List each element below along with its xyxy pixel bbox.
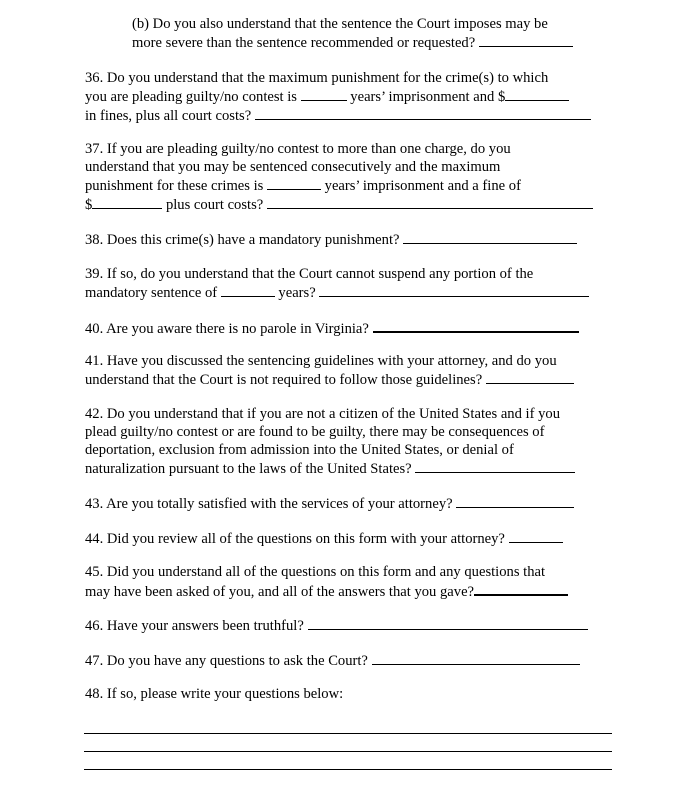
question-text: 48. If so, please write your questions below: xyxy=(85,686,344,702)
answer-blank[interactable] xyxy=(415,459,575,473)
question-text: 41. Have you discussed the sentencing guidelines with your attorney, and do you xyxy=(85,353,557,369)
question-46 xyxy=(85,616,615,635)
answer-blank[interactable] xyxy=(456,494,574,508)
question-text: $ xyxy=(85,197,93,213)
question-41 xyxy=(85,352,615,389)
years-blank[interactable] xyxy=(267,176,321,190)
question-text: 45. Did you understand all of the questions on this form and any questions that xyxy=(85,564,546,580)
question-36 xyxy=(85,69,615,125)
question-text: you are pleading guilty/no contest is xyxy=(85,89,297,105)
question-text: 37. If you are pleading guilty/no contest to more than one charge, do you xyxy=(85,141,511,157)
question-text: understand that you may be sentenced consecutively and the maximum xyxy=(85,159,501,175)
years-blank[interactable] xyxy=(221,283,275,297)
question-text: 43. Are you totally satisfied with the services of your attorney? xyxy=(85,496,453,512)
answer-blank[interactable] xyxy=(319,283,589,297)
question-42 xyxy=(85,405,615,478)
fine-blank[interactable] xyxy=(92,195,162,209)
question-45 xyxy=(85,563,615,601)
question-text: 42. Do you understand that if you are not a citizen of the United States and if you xyxy=(85,406,560,422)
question-text: years’ imprisonment and $ xyxy=(350,89,506,105)
question-text: in fines, plus all court costs? xyxy=(85,108,252,124)
answer-blank[interactable] xyxy=(267,195,593,209)
question-48 xyxy=(85,685,615,703)
fine-blank[interactable] xyxy=(505,87,569,101)
write-in-line[interactable] xyxy=(84,751,612,752)
question-37 xyxy=(85,140,615,214)
question-47 xyxy=(85,651,615,670)
answer-blank[interactable] xyxy=(479,33,573,47)
question-40 xyxy=(85,318,615,338)
question-text: years? xyxy=(278,285,316,301)
question-text: may have been asked of you, and all of the answers that you gave? xyxy=(85,584,475,600)
question-text: 46. Have your answers been truthful? xyxy=(85,618,304,634)
answer-blank[interactable] xyxy=(373,318,579,333)
question-text: years’ imprisonment and a fine of xyxy=(324,178,521,194)
question-text: understand that the Court is not required to follow those guidelines? xyxy=(85,372,483,388)
question-text: plus court costs? xyxy=(165,197,264,213)
question-text: 47. Do you have any questions to ask the Court? xyxy=(85,653,368,669)
years-blank[interactable] xyxy=(301,87,347,101)
question-44 xyxy=(85,529,615,548)
question-text: punishment for these crimes is xyxy=(85,178,264,194)
question-35b xyxy=(132,15,612,52)
question-text: plead guilty/no contest or are found to be guilty, there may be consequences of xyxy=(85,424,545,440)
question-text: 38. Does this crime(s) have a mandatory punishment? xyxy=(85,232,400,248)
question-38 xyxy=(85,230,615,249)
answer-blank[interactable] xyxy=(486,370,574,384)
question-43 xyxy=(85,494,615,513)
answer-blank[interactable] xyxy=(372,651,580,665)
question-text: deportation, exclusion from admission into the United States, or denial of xyxy=(85,442,514,458)
answer-blank[interactable] xyxy=(255,106,591,120)
question-text: 36. Do you understand that the maximum punishment for the crime(s) to which xyxy=(85,70,549,86)
answer-blank[interactable] xyxy=(403,230,577,244)
answer-blank[interactable] xyxy=(474,581,568,596)
question-text: mandatory sentence of xyxy=(85,285,218,301)
question-text: naturalization pursuant to the laws of the United States? xyxy=(85,461,412,477)
write-in-line[interactable] xyxy=(84,733,612,734)
answer-blank[interactable] xyxy=(308,616,588,630)
question-text: more severe than the sentence recommended or requested? xyxy=(132,35,476,51)
question-text: (b) Do you also understand that the sentence the Court imposes may be xyxy=(132,16,548,32)
question-39 xyxy=(85,265,615,302)
answer-blank[interactable] xyxy=(509,529,563,543)
write-in-line[interactable] xyxy=(84,769,612,770)
question-text: 40. Are you aware there is no parole in Virginia? xyxy=(85,321,369,337)
question-text: 39. If so, do you understand that the Court cannot suspend any portion of the xyxy=(85,266,534,282)
question-text: 44. Did you review all of the questions on this form with your attorney? xyxy=(85,531,505,547)
